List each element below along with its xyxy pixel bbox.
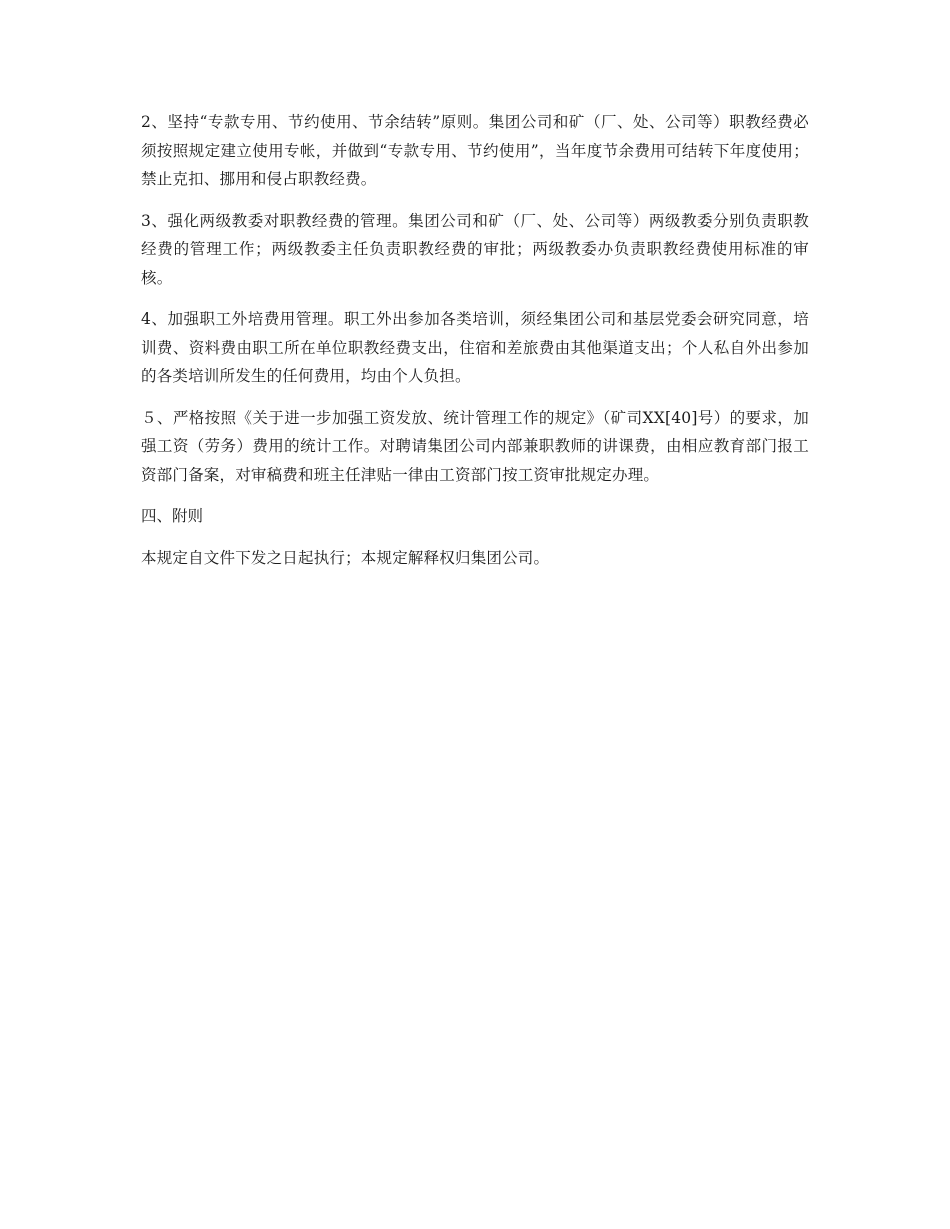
paragraph-item-3: 3、强化两级教委对职教经费的管理。集团公司和矿（厂、处、公司等）两级教委分别负责职教经费的管理工作；两级教委主任负责职教经费的审批；两级教委办负责职教经费使用标准的审核。 <box>141 211 809 287</box>
paragraph-item-4: 4、加强职工外培费用管理。职工外出参加各类培训，须经集团公司和基层党委会研究同意，培训费、资料费由职工所在单位职教经费支出，住宿和差旅费由其他渠道支出；个人私自外出参加的各类培训所发生的任何费用，均由个人负担。 <box>141 310 809 385</box>
section-heading: 四、附则 <box>141 507 204 525</box>
paragraph-item-5: ５、严格按照《关于进一步加强工资发放、统计管理工作的规定》（矿司XX[40]号）的要求，加强工资（劳务）费用的统计工作。对聘请集团公司内部兼职教师的讲课费，由相应教育部门报工资部门备案，对审稿费和班主任津贴一律由工资部门按工资审批规定办理。 <box>141 408 809 484</box>
document-page <box>141 108 809 585</box>
closing-paragraph: 本规定自文件下发之日起执行；本规定解释权归集团公司。 <box>141 548 550 567</box>
paragraph-item-2: 2、坚持“专款专用、节约使用、节余结转”原则。集团公司和矿（厂、处、公司等）职教经费必须按照规定建立使用专帐，并做到“专款专用、节约使用”，当年度节余费用可结转下年度使用；禁止克扣、挪用和侵占职教经费。 <box>141 113 809 188</box>
